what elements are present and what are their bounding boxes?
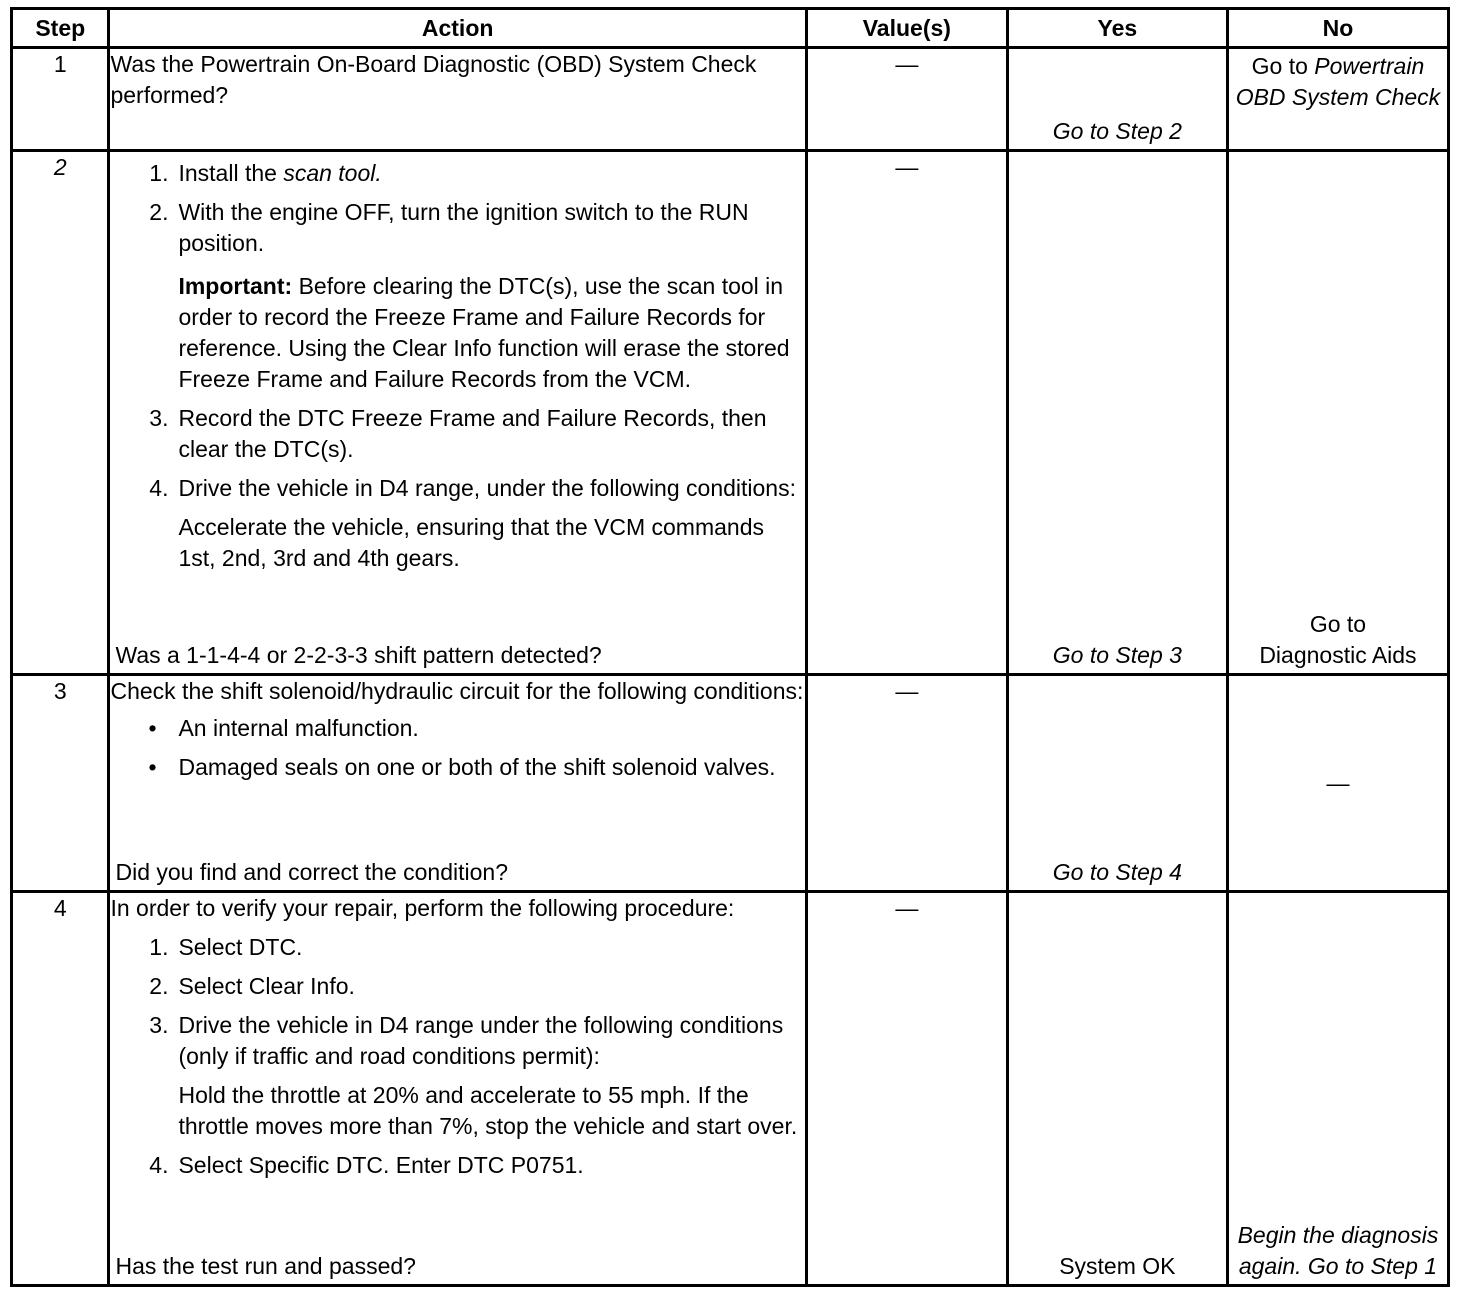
value-cell: — — [806, 675, 1007, 892]
action-intro: In order to verify your repair, perform the following procedure: — [110, 895, 735, 921]
value-cell: — — [806, 892, 1007, 1286]
yes-cell — [1007, 151, 1227, 675]
table-row-step-4 — [12, 892, 1449, 1286]
yes-outcome: Go to Step 4 — [1052, 859, 1182, 885]
header-no: No — [1227, 9, 1448, 48]
action-intro: Check the shift solenoid/hydraulic circuit for the following conditions: — [110, 678, 804, 704]
action-cell — [109, 48, 806, 151]
step-number: 4 — [12, 892, 109, 1286]
step-number: 1 — [12, 48, 109, 151]
list-item: 2. Select Clear Info. — [149, 973, 355, 999]
yes-outcome: Go to Step 3 — [1052, 642, 1182, 668]
header-row — [12, 9, 1449, 48]
value-cell: — — [806, 151, 1007, 675]
no-cell: — — [1227, 675, 1448, 892]
header-step: Step — [12, 9, 109, 48]
list-item-detail: Hold the throttle at 20% and accelerate to 55 mph. If the throttle moves more than 7%, stop the vehicle and start over. — [178, 1082, 798, 1139]
step-number: 3 — [12, 675, 109, 892]
table-row-step-3 — [12, 675, 1449, 892]
header-action: Action — [109, 9, 806, 48]
action-cell — [109, 675, 806, 892]
yes-cell — [1007, 675, 1227, 892]
no-cell — [1227, 151, 1448, 675]
list-item: 1. Install the scan tool. — [149, 160, 382, 186]
diagnostic-table-page — [10, 7, 1450, 1287]
no-outcome: Begin the diagnosis again. Go to Step 1 — [1237, 1222, 1439, 1279]
no-cell — [1227, 48, 1448, 151]
list-item: 2. With the engine OFF, turn the ignition switch to the RUN position. — [149, 199, 749, 256]
yes-cell — [1007, 892, 1227, 1286]
no-outcome: Go to Diagnostic Aids — [1259, 611, 1417, 668]
list-item: 3. Record the DTC Freeze Frame and Failure Records, then clear the DTC(s). — [149, 405, 767, 462]
no-outcome-prefix: Go to — [1251, 53, 1315, 79]
important-label: Important: — [178, 273, 293, 299]
action-cell — [109, 151, 806, 675]
diagnostic-table — [10, 7, 1450, 1287]
value-cell: — — [806, 48, 1007, 151]
step-number: 2 — [12, 151, 109, 675]
list-item-detail: Accelerate the vehicle, ensuring that the VCM commands 1st, 2nd, 3rd and 4th gears. — [178, 514, 764, 571]
yes-cell — [1007, 48, 1227, 151]
action-cell — [109, 892, 806, 1286]
table-row-step-2 — [12, 151, 1449, 675]
header-yes: Yes — [1007, 9, 1227, 48]
no-cell — [1227, 892, 1448, 1286]
action-question: Did you find and correct the condition? — [115, 859, 508, 885]
list-item: 3. Drive the vehicle in D4 range under the following conditions (only if traffic and road conditions permit): — [149, 1012, 784, 1069]
table-row-step-1 — [12, 48, 1449, 151]
header-values: Value(s) — [806, 9, 1007, 48]
yes-outcome: Go to Step 2 — [1052, 118, 1182, 144]
list-item: 4. Drive the vehicle in D4 range, under the following conditions: — [149, 475, 796, 501]
bullet-item: • Damaged seals on one or both of the shift solenoid valves. — [110, 752, 804, 783]
scan-tool-term: scan tool. — [283, 160, 382, 186]
list-item: 1. Select DTC. — [149, 934, 303, 960]
bullet-glyph: • — [148, 754, 157, 780]
action-question: Has the test run and passed? — [115, 1253, 416, 1279]
bullet-glyph: • — [148, 715, 157, 741]
list-item: 4. Select Specific DTC. Enter DTC P0751. — [149, 1152, 584, 1178]
action-question: Was the Powertrain On-Board Diagnostic (OBD) System Check performed? — [110, 51, 757, 108]
yes-outcome: System OK — [1059, 1253, 1176, 1279]
no-outcome-link: Powertrain OBD System Check — [1235, 53, 1441, 110]
important-note: Important: Before clearing the DTC(s), use the scan tool in order to record the Freeze Frame and Failure Records for reference. Using the Clear Info function will erase the stored Freeze Frame and Failure Records from the VCM. — [178, 273, 790, 392]
action-question: Was a 1-1-4-4 or 2-2-3-3 shift pattern detected? — [115, 642, 602, 668]
bullet-item: • An internal malfunction. — [110, 713, 804, 744]
